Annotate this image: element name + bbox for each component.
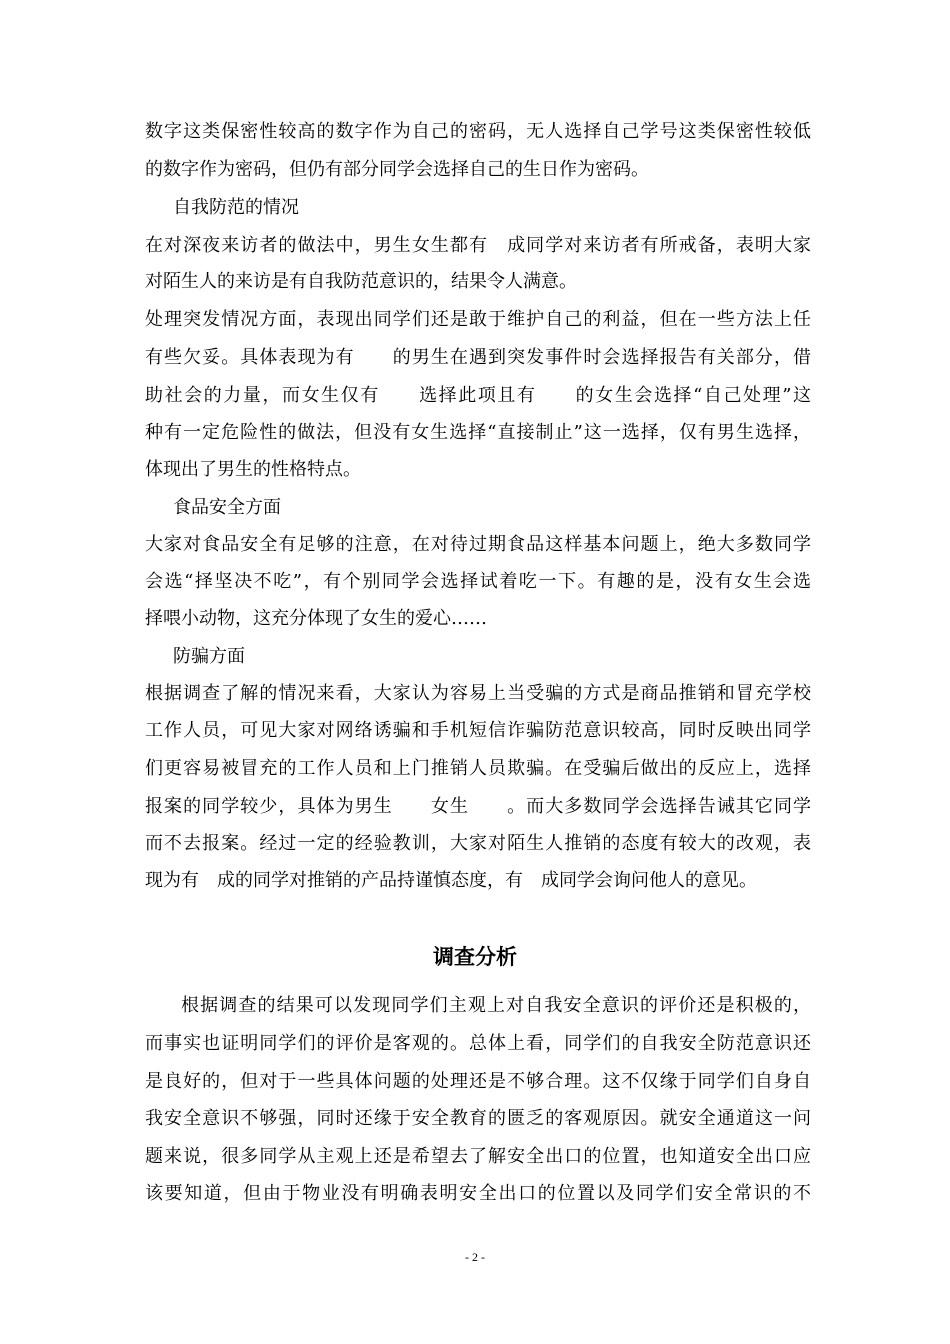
body-line: 助社会的力量，而女生仅有 选择此项且有 的女生会选择“自己处理”这 [145, 385, 811, 406]
subheading-self-defense: 自我防范的情况 [173, 197, 299, 218]
body-line: 的数字作为密码，但仍有部分同学会选择自己的生日作为密码。 [145, 159, 649, 180]
analysis-line: 该要知道，但由于物业没有明确表明安全出口的位置以及同学们安全常识的不 [145, 1183, 811, 1204]
body-line: 种有一定危险性的做法，但没有女生选择“直接制止”这一选择，仅有男生选择， [145, 422, 811, 443]
body-line: 会选“择坚决不吃”，有个别同学会选择试着吃一下。有趣的是，没有女生会选 [145, 571, 811, 592]
body-line: 在对深夜来访者的做法中，男生女生都有 成同学对来访者有所戒备，表明大家 [145, 235, 811, 256]
analysis-line: 是良好的，但对于一些具体问题的处理还是不够合理。这不仅缘于同学们自身自 [145, 1071, 811, 1092]
body-line: 们更容易被冒充的工作人员和上门推销人员欺骗。在受骗后做出的反应上，选择 [145, 758, 811, 779]
section-title: 调查分析 [433, 945, 517, 969]
body-line: 报案的同学较少，具体为男生 女生 。而大多数同学会选择告诫其它同学 [145, 796, 811, 817]
body-line: 择喂小动物，这充分体现了女生的爱心…… [145, 608, 487, 629]
body-line: 处理突发情况方面，表现出同学们还是敢于维护自己的利益，但在一些方法上任 [145, 309, 811, 330]
analysis-line: 我安全意识不够强，同时还缘于安全教育的匮乏的客观原因。就安全通道这一问 [145, 1108, 811, 1129]
analysis-line: 根据调查的结果可以发现同学们主观上对自我安全意识的评价还是积极的， [181, 995, 811, 1016]
body-line: 大家对食品安全有足够的注意，在对待过期食品这样基本问题上，绝大多数同学 [145, 534, 811, 555]
body-line: 数字这类保密性较高的数字作为自己的密码，无人选择自己学号这类保密性较低 [145, 121, 811, 142]
analysis-line: 题来说，很多同学从主观上还是希望去了解安全出口的位置，也知道安全出口应 [145, 1146, 811, 1167]
analysis-line: 而事实也证明同学们的评价是客观的。总体上看，同学们的自我安全防范意识还 [145, 1033, 811, 1054]
body-line: 工作人员，可见大家对网络诱骗和手机短信诈骗防范意识较高，同时反映出同学 [145, 720, 811, 741]
subheading-food-safety: 食品安全方面 [173, 497, 281, 518]
body-line: 对陌生人的来访是有自我防范意识的，结果令人满意。 [145, 271, 577, 292]
body-line: 而不去报案。经过一定的经验教训，大家对陌生人推销的态度有较大的改观，表 [145, 833, 811, 854]
body-line: 有些欠妥。具体表现为有 的男生在遇到突发事件时会选择报告有关部分，借 [145, 347, 811, 368]
body-line: 体现出了男生的性格特点。 [145, 459, 361, 480]
subheading-anti-fraud: 防骗方面 [173, 646, 245, 667]
body-line: 根据调查了解的情况来看，大家认为容易上当受骗的方式是商品推销和冒充学校 [145, 683, 811, 704]
body-line: 现为有 成的同学对推销的产品持谨慎态度，有 成同学会询问他人的意见。 [145, 870, 757, 891]
page-number: - 2 - [465, 1250, 485, 1264]
